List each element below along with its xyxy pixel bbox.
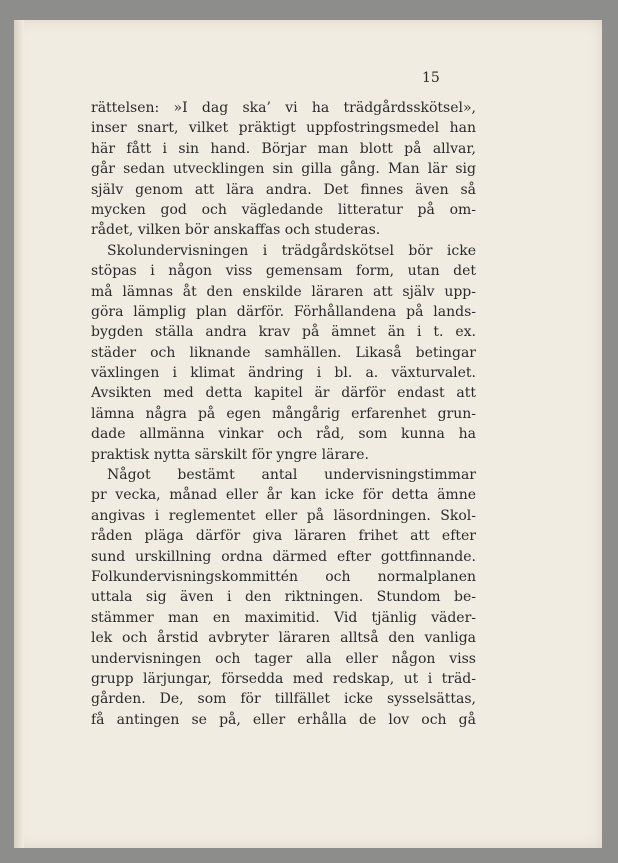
text-line: Folkundervisningskommittén och normalplanen (91, 568, 476, 585)
text-line: råden pläga därför giva läraren frihet att efter (91, 528, 476, 545)
text-line: här fått i sin hand. Börjar man blott på allvar, (91, 140, 476, 157)
text-line: stämmer man en maximitid. Vid tjänlig väder- (91, 609, 476, 626)
text-line: få antingen se på, eller erhålla de lov och gå (91, 711, 476, 728)
text-line: inser snart, vilket präktigt uppfostringsmedel han (91, 120, 476, 137)
page-spine-shadow (14, 20, 24, 848)
text-line: själv genom att lära andra. Det finnes även så (91, 181, 476, 198)
text-line: Något bestämt antal undervisningstimmar (107, 467, 476, 484)
text-line: städer och liknande samhällen. Likaså betingar (91, 344, 476, 361)
text-line: gården. De, som för tillfället icke sysselsättas, (91, 691, 476, 708)
text-line: praktisk nytta särskilt för yngre lärare. (91, 446, 369, 463)
text-line: sund urskillning ordna därmed efter gottfinnande. (91, 548, 476, 565)
text-line: dade allmänna vinkar och råd, som kunna ha (91, 426, 476, 443)
book-page (14, 20, 602, 848)
text-line: Skolundervisningen i trädgårdskötsel bör icke (107, 242, 476, 259)
text-line: Avsikten med detta kapitel är därför endast att (91, 385, 476, 402)
text-line: grupp lärjungar, försedda med redskap, ut i träd- (91, 670, 476, 687)
text-line: uttala sig även i den riktningen. Stundom be- (91, 589, 476, 606)
text-line: rådet, vilken bör anskaffas och studeras. (91, 222, 381, 239)
text-line: angivas i reglementet eller på läsordningen. Skol- (91, 507, 476, 524)
text-line: mycken god och vägledande litteratur på om- (91, 201, 476, 218)
text-line: pr vecka, månad eller år kan icke för detta ämne (91, 487, 476, 504)
text-line: stöpas i någon viss gemensam form, utan det (91, 263, 476, 280)
text-line: växlingen i klimat ändring i bl. a. växturvalet. (91, 365, 476, 382)
text-line: lek och årstid avbryter läraren alltså den vanliga (91, 630, 476, 647)
text-line: rättelsen: »I dag ska’ vi ha trädgårdsskötsel», (91, 100, 476, 116)
page-number: 15 (422, 70, 440, 86)
body-text (91, 98, 476, 730)
text-line: bygden ställa andra krav på ämnet än i t. ex. (91, 324, 476, 341)
text-line: må lämnas åt den enskilde läraren att själv upp- (91, 283, 476, 300)
text-line: undervisningen och tager alla eller någon viss (91, 650, 476, 667)
text-line: göra lämplig plan därför. Förhållandena på lands- (91, 303, 476, 320)
text-line: lämna några på egen mångårig erfarenhet grun- (91, 405, 476, 422)
text-line: går sedan utvecklingen sin gilla gång. Man lär sig (91, 161, 476, 178)
